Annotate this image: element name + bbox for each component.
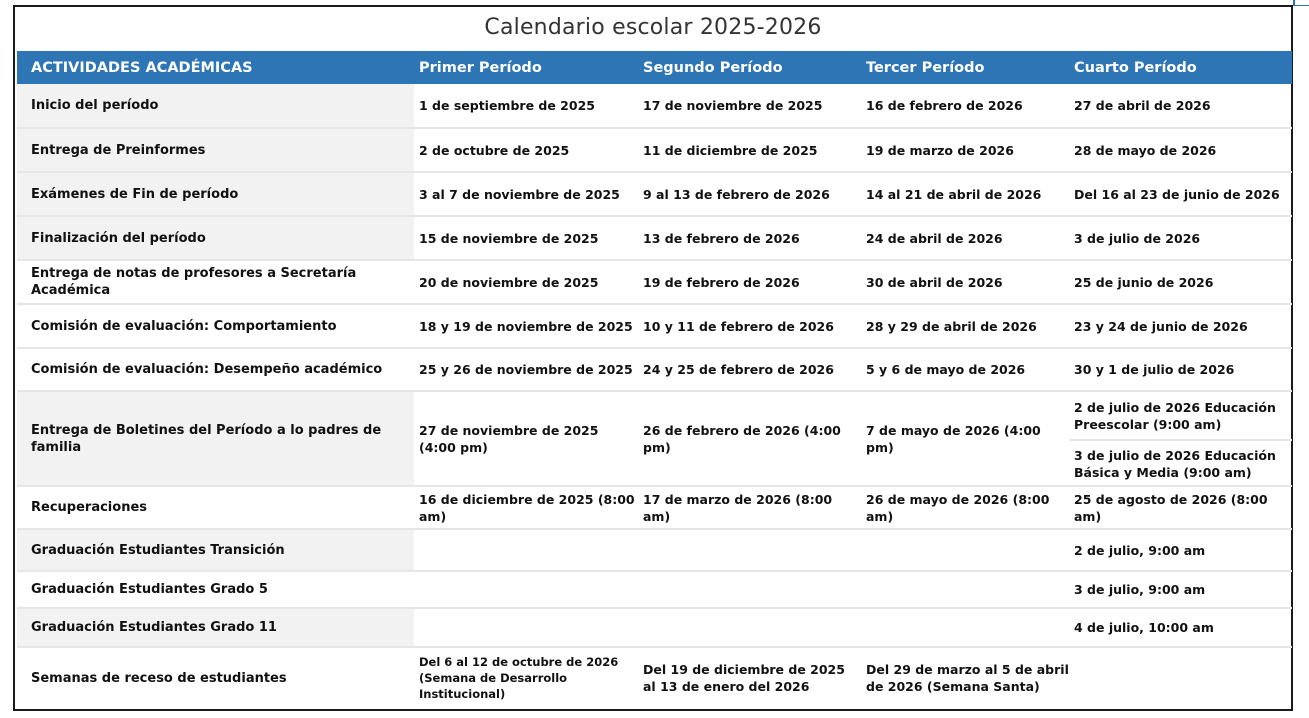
period-2-cell: 13 de febrero de 2026: [638, 216, 861, 260]
period-2-cell: 11 de diciembre de 2025: [638, 128, 861, 172]
table-row: [17, 216, 1292, 260]
period-3-cell: 26 de mayo de 2026 (8:00 am): [861, 486, 1069, 529]
table-row: [17, 571, 1292, 608]
period-4-cell: 3 de julio de 2026: [1069, 216, 1292, 260]
activity-cell: Graduación Estudiantes Transición: [17, 529, 414, 571]
period-3-cell: 24 de abril de 2026: [861, 216, 1069, 260]
table-row: [17, 128, 1292, 172]
period-2-cell: Del 19 de diciembre de 2025 al 13 de enero del 2026: [643, 662, 845, 694]
activity-cell: Recuperaciones: [17, 486, 414, 529]
period-3-cell: [861, 529, 1069, 571]
period-4-cell: 25 de agosto de 2026 (8:00 am): [1069, 486, 1292, 529]
period-2-cell: 17 de marzo de 2026 (8:00 am): [638, 486, 861, 529]
calendar-frame: [13, 5, 1293, 711]
period-4-cell: 27 de abril de 2026: [1069, 84, 1292, 128]
table-row: [17, 647, 1292, 708]
period-4-cell: 23 y 24 de junio de 2026: [1069, 304, 1292, 348]
period-4-cell: 28 de mayo de 2026: [1069, 128, 1292, 172]
activity-cell: Graduación Estudiantes Grado 11: [17, 608, 414, 647]
period-4-cell: [1069, 647, 1292, 708]
activity-cell: Exámenes de Fin de período: [17, 172, 414, 216]
period-4-cell: 3 de julio, 9:00 am: [1069, 571, 1292, 608]
table-row: [17, 608, 1292, 647]
period-4-preescolar: 2 de julio de 2026 Educación Preescolar (9:00 am): [1069, 395, 1292, 441]
period-1-cell: [414, 608, 638, 647]
period-2-cell: 9 al 13 de febrero de 2026: [638, 172, 861, 216]
activity-cell: Entrega de notas de profesores a Secretaría Académica: [17, 260, 414, 304]
period-1-cell: 18 y 19 de noviembre de 2025: [414, 304, 638, 348]
period-1-cell: 15 de noviembre de 2025: [414, 216, 638, 260]
header-period-1: Primer Período: [414, 51, 638, 84]
period-3-cell: [861, 608, 1069, 647]
header-activities: ACTIVIDADES ACADÉMICAS: [17, 51, 414, 84]
period-1-cell: 1 de septiembre de 2025: [414, 84, 638, 128]
period-4-basica-media: 3 de julio de 2026 Educación Básica y Media (9:00 am): [1074, 447, 1276, 480]
period-3-cell: 19 de marzo de 2026: [861, 128, 1069, 172]
period-3-cell: Del 29 de marzo al 5 de abril de 2026 (Semana Santa): [866, 662, 1069, 694]
period-1-cell: 16 de diciembre de 2025 (8:00 am): [414, 486, 638, 529]
table-row: [17, 348, 1292, 391]
period-3-cell: 7 de mayo de 2026 (4:00 pm): [861, 391, 1069, 486]
page-title: Calendario escolar 2025-2026: [484, 15, 822, 40]
activity-cell: Graduación Estudiantes Grado 5: [17, 571, 414, 608]
activity-cell: Comisión de evaluación: Comportamiento: [17, 304, 414, 348]
period-2-cell: [638, 608, 861, 647]
period-1-cell: Del 6 al 12 de octubre de 2026 (Semana de Desarrollo Institucional): [419, 655, 619, 701]
period-4-cell: 25 de junio de 2026: [1069, 260, 1292, 304]
period-4-cell: 2 de julio, 9:00 am: [1069, 529, 1292, 571]
period-2-cell: 19 de febrero de 2026: [638, 260, 861, 304]
period-1-cell: 20 de noviembre de 2025: [414, 260, 638, 304]
period-1-cell: [414, 529, 638, 571]
header-period-2: Segundo Período: [638, 51, 861, 84]
period-4-cell: Del 16 al 23 de junio de 2026: [1069, 172, 1292, 216]
table-row: [17, 172, 1292, 216]
selection-line: [1294, 5, 1309, 6]
table-row: [17, 391, 1292, 486]
table-row: [17, 304, 1292, 348]
period-1-cell: 25 y 26 de noviembre de 2025: [414, 348, 638, 391]
split-cell: [1074, 395, 1292, 483]
period-2-cell: 24 y 25 de febrero de 2026: [638, 348, 861, 391]
period-2-cell: 10 y 11 de febrero de 2026: [638, 304, 861, 348]
header-period-4: Cuarto Período: [1069, 51, 1292, 84]
table-row: [17, 486, 1292, 529]
period-3-cell: 16 de febrero de 2026: [861, 84, 1069, 128]
activity-cell: Semanas de receso de estudiantes: [31, 670, 287, 686]
period-4-cell: 4 de julio, 10:00 am: [1069, 608, 1292, 647]
period-3-cell: 14 al 21 de abril de 2026: [861, 172, 1069, 216]
activity-cell: Entrega de Preinformes: [17, 128, 414, 172]
period-4-cell: 30 y 1 de julio de 2026: [1069, 348, 1292, 391]
period-1-cell: 27 de noviembre de 2025 (4:00 pm): [414, 391, 638, 486]
activity-cell: Comisión de evaluación: Desempeño académico: [17, 348, 414, 391]
period-3-cell: 30 de abril de 2026: [861, 260, 1069, 304]
period-2-cell: [638, 529, 861, 571]
activity-cell: Inicio del período: [17, 84, 414, 128]
table-header-row: [17, 51, 1292, 84]
period-3-cell: 5 y 6 de mayo de 2026: [861, 348, 1069, 391]
activity-cell: Entrega de Boletines del Período a lo padres de familia: [17, 391, 414, 486]
table-row: [17, 260, 1292, 304]
header-period-3: Tercer Período: [861, 51, 1069, 84]
period-2-cell: [638, 571, 861, 608]
period-1-cell: 2 de octubre de 2025: [414, 128, 638, 172]
period-2-cell: 26 de febrero de 2026 (4:00 pm): [638, 391, 861, 486]
period-3-cell: 28 y 29 de abril de 2026: [861, 304, 1069, 348]
activity-cell: Finalización del período: [17, 216, 414, 260]
table-row: [17, 529, 1292, 571]
period-1-cell: 3 al 7 de noviembre de 2025: [414, 172, 638, 216]
period-4-cell: [1069, 391, 1292, 486]
table-row: [17, 84, 1292, 128]
period-3-cell: [861, 571, 1069, 608]
calendar-table: [17, 51, 1292, 708]
period-2-cell: 17 de noviembre de 2025: [638, 84, 861, 128]
period-1-cell: [414, 571, 638, 608]
